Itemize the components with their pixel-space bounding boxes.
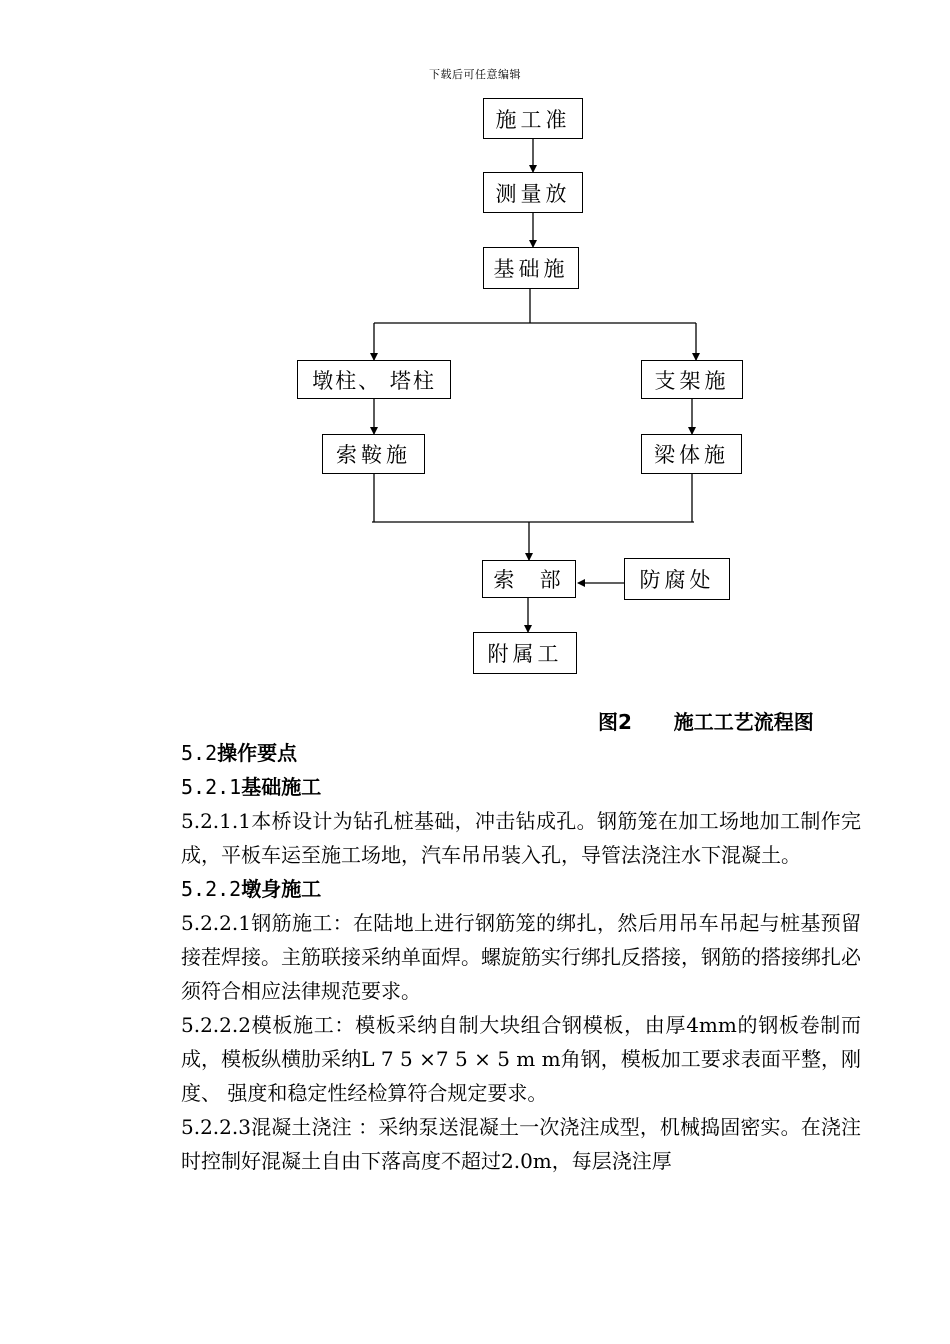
paragraph-5-2-2-1: 5.2.2.1钢筋施工：在陆地上进行钢筋笼的绑扎，然后用吊车吊起与桩基预留接茬焊接。主筋联接采纳单面焊。螺旋筋实行绑扎反搭接，钢筋的搭接绑扎必须符合相应法律规范要求。	[181, 911, 861, 1003]
flow-box-construction-prep: 施工准	[483, 98, 583, 139]
flow-box-support-construction: 支架施	[641, 360, 743, 399]
flow-box-survey-layout: 测量放	[483, 172, 583, 213]
heading-5-2	[181, 736, 861, 770]
heading-title: 墩身施工	[241, 877, 322, 901]
heading-5-2-1	[181, 770, 861, 804]
document-body	[181, 736, 861, 1178]
heading-number: 5.2	[181, 741, 218, 765]
flow-box-anticorrosion: 防腐处	[624, 558, 730, 600]
paragraph-5-2-1-1: 5.2.1.1本桥设计为钻孔桩基础，冲击钻成孔。钢筋笼在加工场地加工制作完成，平板车运至施工场地，汽车吊吊装入孔，导管法浇注水下混凝土。	[181, 809, 861, 867]
page-header: 下载后可任意编辑	[429, 68, 521, 81]
heading-5-2-2	[181, 872, 861, 906]
heading-number: 5.2.2	[181, 877, 242, 901]
heading-number: 5.2.1	[181, 775, 242, 799]
flow-box-foundation-construction: 基础施	[483, 247, 579, 289]
flow-box-pier-tower: 墩柱、 塔柱	[297, 360, 451, 399]
heading-title: 操作要点	[217, 741, 298, 765]
flow-box-auxiliary-works: 附属工	[473, 632, 577, 674]
paragraph-5-2-2-2: 5.2.2.2模板施工：模板采纳自制大块组合钢模板，由厚4mm的钢板卷制而成，模板纵横肋采纳L 7 5 ×7 5 × 5 m m角钢，模板加工要求表面平整，刚度、 强度和稳定性经检算符合规定要求。	[181, 1013, 861, 1105]
figure-caption: 图2 施工工艺流程图	[598, 710, 814, 734]
flow-box-cable-section: 索 部	[482, 560, 576, 598]
paragraph-5-2-2-3: 5.2.2.3混凝土浇注 ：采纳泵送混凝土一次浇注成型，机械捣固密实。在浇注时控制好混凝土自由下落高度不超过2.0m，每层浇注厚	[181, 1115, 861, 1173]
heading-title: 基础施工	[241, 775, 322, 799]
flow-box-beam-construction: 梁体施	[641, 434, 742, 474]
flow-box-saddle-construction: 索鞍施	[322, 434, 425, 474]
